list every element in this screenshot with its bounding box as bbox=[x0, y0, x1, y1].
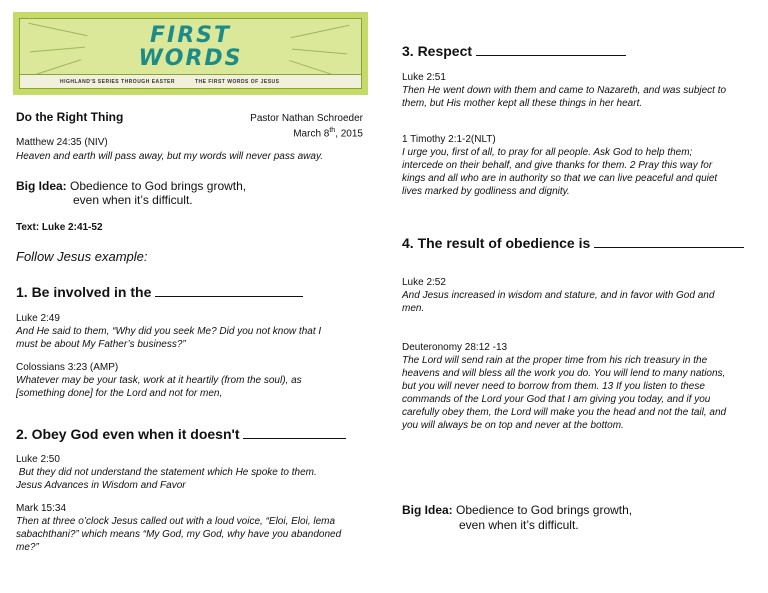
mark-15-34-line1: Then at three o’clock Jesus called out with a loud voice, “Eloi, Eloi, lema bbox=[16, 516, 336, 527]
banner-footer bbox=[20, 74, 361, 88]
date-month-day: March 8 bbox=[293, 128, 330, 140]
series-banner bbox=[13, 12, 368, 95]
text-reference: Text: Luke 2:41-52 bbox=[16, 222, 103, 233]
banner-title-line1: FIRST bbox=[149, 23, 231, 48]
deut-28-12-ref: Deuteronomy 28:12 -13 bbox=[402, 342, 508, 353]
col-3-23-ref: Colossians 3:23 (AMP) bbox=[16, 362, 119, 373]
intro-verse-text: Heaven and earth will pass away, but my words will never pass away. bbox=[16, 151, 323, 162]
luke-2-51-line2: them, but His mother kept all these things in her heart. bbox=[402, 98, 643, 109]
point-1-heading: 1. Be involved in the bbox=[16, 284, 152, 300]
tim-2-1-line4: lives marked by godliness and dignity. bbox=[402, 186, 570, 197]
luke-2-52-ref: Luke 2:52 bbox=[402, 277, 446, 288]
big-idea-repeat-top bbox=[402, 503, 632, 518]
banner-footer-left: HIGHLAND'S SERIES THROUGH EASTER bbox=[60, 79, 175, 85]
point-2 bbox=[16, 426, 346, 443]
point-4-heading: 4. The result of obedience is bbox=[402, 235, 591, 251]
luke-2-49-line1: And He said to them, “Why did you seek Me? Did you not know that I bbox=[16, 326, 322, 337]
luke-2-51-line1: Then He went down with them and came to Nazareth, and was subject to bbox=[402, 85, 727, 96]
mark-15-34-line3: me?” bbox=[16, 542, 39, 553]
big-idea-repeat-line2: even when it’s difficult. bbox=[459, 518, 579, 532]
luke-2-51-ref: Luke 2:51 bbox=[402, 72, 446, 83]
big-idea-repeat-label: Big Idea: bbox=[402, 503, 453, 517]
point-4-blank[interactable] bbox=[594, 235, 744, 248]
col-3-23-line2: [something done] for the Lord and not for men, bbox=[16, 388, 223, 399]
sermon-date bbox=[293, 124, 363, 140]
luke-2-49-ref: Luke 2:49 bbox=[16, 313, 60, 324]
big-idea-top bbox=[16, 179, 246, 194]
point-2-blank[interactable] bbox=[243, 426, 346, 439]
point-3-blank[interactable] bbox=[476, 43, 626, 56]
deut-28-12-line5: carefully obey them, the Lord will make you the head and not the tail, and bbox=[402, 407, 727, 418]
mark-15-34-ref: Mark 15:34 bbox=[16, 503, 67, 514]
luke-2-50-line2: Jesus Advances in Wisdom and Favor bbox=[16, 480, 186, 491]
deut-28-12-line6: you will always be on top and never at the bottom. bbox=[402, 420, 624, 431]
point-1 bbox=[16, 284, 303, 301]
luke-2-52-line2: men. bbox=[402, 303, 425, 314]
date-year: , 2015 bbox=[335, 128, 363, 140]
deut-28-12-line1: The Lord will send rain at the proper time from his rich treasury in the bbox=[402, 355, 708, 366]
point-3-heading: 3. Respect bbox=[402, 43, 473, 59]
luke-2-50-ref: Luke 2:50 bbox=[16, 454, 60, 465]
mark-15-34-line2: sabachthani?” which means “My God, my God, why have you abandoned bbox=[16, 529, 342, 540]
follow-line: Follow Jesus example: bbox=[16, 249, 148, 264]
deut-28-12-line3: but you will never need to borrow from them. 13 If you listen to these bbox=[402, 381, 705, 392]
big-idea-line1: Obedience to God brings growth, bbox=[70, 179, 247, 193]
point-1-blank[interactable] bbox=[155, 284, 303, 297]
pastor-name: Pastor Nathan Schroeder bbox=[250, 113, 363, 124]
big-idea-label: Big Idea: bbox=[16, 179, 67, 193]
luke-2-50-line1: But they did not understand the statement which He spoke to them. bbox=[16, 467, 317, 478]
banner-title-line2: WORDS bbox=[138, 46, 243, 71]
tim-2-1-line2: intercede on their behalf, and give thanks for them. 2 Pray this way for bbox=[402, 160, 713, 171]
big-idea-repeat-line1: Obedience to God brings growth, bbox=[456, 503, 633, 517]
deut-28-12-line2: heavens and will bless all the work you do. You will lend to many nations, bbox=[402, 368, 726, 379]
tim-2-1-line3: kings and all who are in authority so that we can live peaceful and quiet bbox=[402, 173, 718, 184]
point-3 bbox=[402, 43, 626, 60]
tim-2-1-ref: 1 Timothy 2:1-2(NLT) bbox=[402, 134, 496, 145]
big-idea-line2: even when it’s difficult. bbox=[73, 193, 193, 207]
tim-2-1-line1: I urge you, first of all, to pray for all people. Ask God to help them; bbox=[402, 147, 693, 158]
sermon-title: Do the Right Thing bbox=[16, 110, 124, 124]
col-3-23-line1: Whatever may be your task, work at it heartily (from the soul), as bbox=[16, 375, 302, 386]
banner-footer-right: THE FIRST WORDS OF JESUS bbox=[195, 79, 280, 85]
intro-verse-ref: Matthew 24:35 (NIV) bbox=[16, 137, 108, 148]
luke-2-52-line1: And Jesus increased in wisdom and stature, and in favor with God and bbox=[402, 290, 715, 301]
luke-2-49-line2: must be about My Father’s business?” bbox=[16, 339, 186, 350]
banner-panel bbox=[19, 18, 362, 89]
point-2-heading: 2. Obey God even when it doesn't bbox=[16, 426, 240, 442]
point-4 bbox=[402, 235, 744, 252]
deut-28-12-line4: commands of the Lord your God that I am giving you today, and if you bbox=[402, 394, 711, 405]
date-suffix: th bbox=[329, 127, 336, 134]
